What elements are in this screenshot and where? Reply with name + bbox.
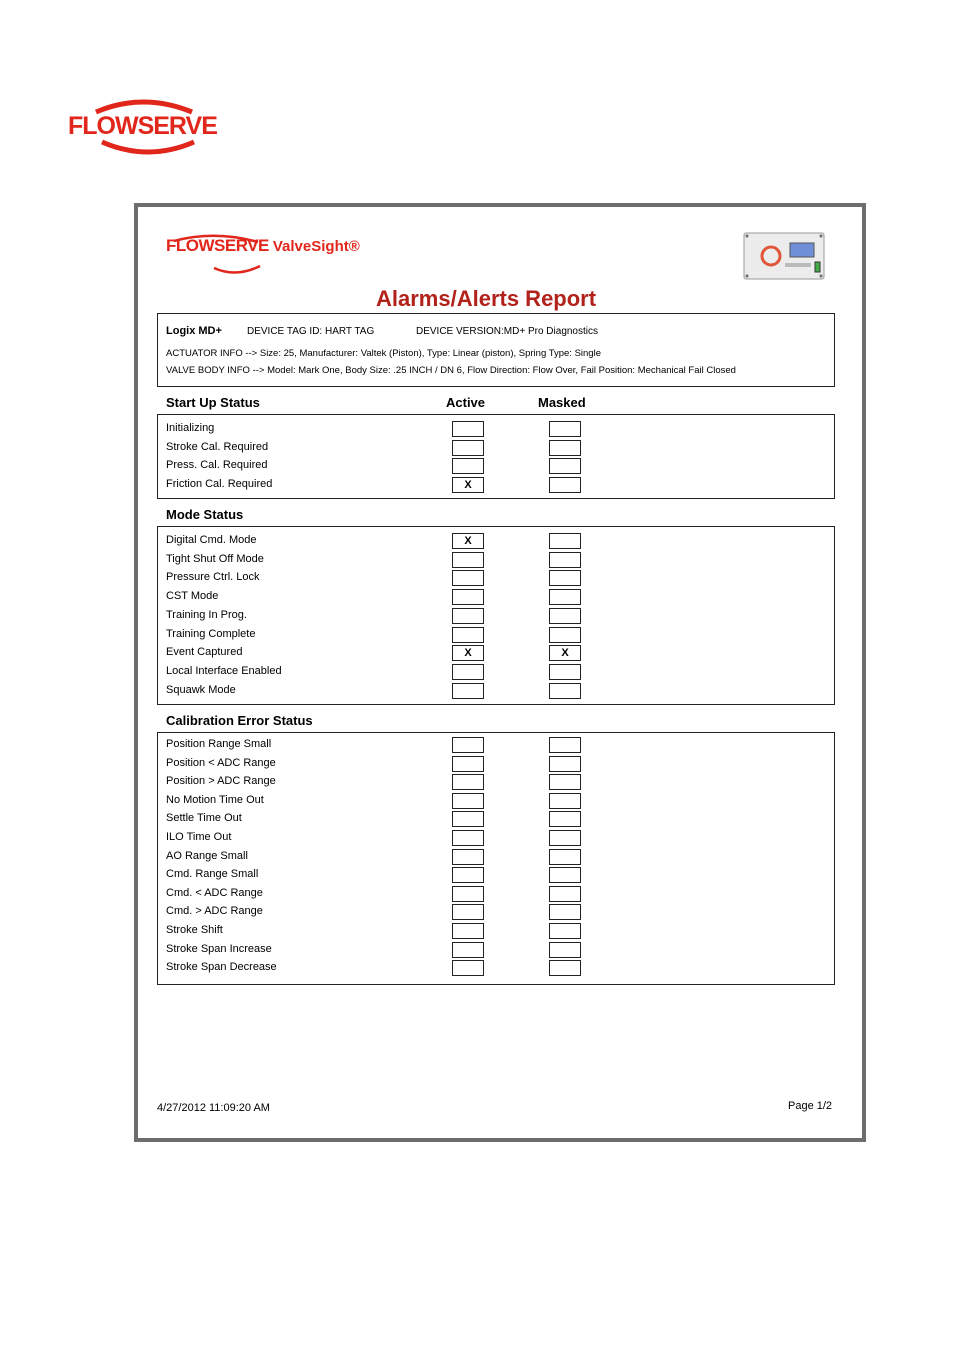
status-row-label: Initializing	[166, 422, 215, 434]
status-row-label: Stroke Shift	[166, 924, 223, 936]
masked-checkbox	[549, 830, 581, 846]
masked-checkbox	[549, 849, 581, 865]
active-checkbox	[452, 756, 484, 772]
active-checkbox	[452, 793, 484, 809]
active-checkbox	[452, 886, 484, 902]
status-row-label: Friction Cal. Required	[166, 478, 273, 491]
status-row-label: Cmd. > ADC Range	[166, 905, 263, 918]
masked-checkbox	[549, 477, 581, 493]
report-timestamp: 4/27/2012 11:09:20 AM	[157, 1102, 270, 1114]
device-tag: DEVICE TAG ID: HART TAG	[247, 326, 375, 337]
active-checkbox	[452, 904, 484, 920]
masked-checkbox	[549, 867, 581, 883]
status-row-label: Settle Time Out	[166, 812, 242, 825]
page-number: Page 1/2	[788, 1100, 833, 1112]
active-checkbox: X	[452, 477, 484, 493]
status-row-label: Stroke Span Decrease	[166, 961, 277, 974]
masked-checkbox	[549, 683, 581, 699]
active-checkbox	[452, 440, 484, 456]
status-row-label: Position < ADC Range	[166, 756, 276, 769]
masked-checkbox	[549, 811, 581, 827]
status-row-label: Pressure Ctrl. Lock	[166, 571, 260, 584]
masked-checkbox	[549, 570, 581, 586]
positioner-device-icon	[743, 232, 825, 280]
status-row-label: Digital Cmd. Mode	[166, 534, 257, 546]
status-row-label: AO Range Small	[166, 849, 248, 862]
device-model: Logix MD+	[166, 325, 222, 337]
active-checkbox: X	[452, 533, 484, 549]
status-row-label: Position > ADC Range	[166, 775, 276, 788]
logo-wordmark: FLOWSERVE	[68, 112, 217, 140]
active-checkbox	[452, 627, 484, 643]
status-row-label: Stroke Span Increase	[166, 942, 272, 955]
active-checkbox	[452, 774, 484, 790]
column-header-active: Active	[446, 395, 486, 410]
valve-body-info: VALVE BODY INFO --> Model: Mark One, Body Size: .25 INCH / DN 6, Flow Direction: Flow Over, Fail Position: Mechanical Fail Closed	[166, 365, 736, 376]
masked-checkbox	[549, 440, 581, 456]
active-checkbox	[452, 960, 484, 976]
status-row-label: Squawk Mode	[166, 683, 236, 696]
active-checkbox: X	[452, 645, 484, 661]
section-title-mode: Mode Status	[166, 507, 244, 522]
status-row-label: Event Captured	[166, 646, 243, 659]
active-checkbox	[452, 421, 484, 437]
masked-checkbox	[549, 886, 581, 902]
masked-checkbox	[549, 942, 581, 958]
status-row-label: Training Complete	[166, 627, 256, 640]
actuator-info: ACTUATOR INFO --> Size: 25, Manufacturer: Valtek (Piston), Type: Linear (piston), Spring Type: Single	[166, 348, 601, 359]
status-row-label: No Motion Time Out	[166, 793, 264, 806]
status-row-label: ILO Time Out	[166, 831, 232, 843]
valvesight-brand: FLOWSERVE	[166, 236, 269, 255]
flowserve-logo	[68, 98, 218, 156]
active-checkbox	[452, 811, 484, 827]
masked-checkbox	[549, 664, 581, 680]
masked-checkbox	[549, 923, 581, 939]
masked-checkbox	[549, 552, 581, 568]
masked-checkbox	[549, 774, 581, 790]
masked-checkbox	[549, 627, 581, 643]
active-checkbox	[452, 664, 484, 680]
active-checkbox	[452, 849, 484, 865]
active-checkbox	[452, 867, 484, 883]
status-row-label: Training In Prog.	[166, 608, 247, 621]
status-row-label: CST Mode	[166, 590, 219, 603]
active-checkbox	[452, 552, 484, 568]
section-mode-box	[157, 526, 835, 705]
masked-checkbox	[549, 737, 581, 753]
section-calibration-box	[157, 732, 835, 985]
masked-checkbox	[549, 533, 581, 549]
report-title: Alarms/Alerts Report	[376, 286, 597, 311]
active-checkbox	[452, 923, 484, 939]
masked-checkbox	[549, 589, 581, 605]
status-row-label: Cmd. Range Small	[166, 868, 259, 881]
active-checkbox	[452, 942, 484, 958]
status-row-label: Stroke Cal. Required	[166, 440, 269, 453]
status-row-label: Press. Cal. Required	[166, 459, 268, 472]
active-checkbox	[452, 737, 484, 753]
masked-checkbox	[549, 421, 581, 437]
masked-checkbox	[549, 904, 581, 920]
status-row-label: Cmd. < ADC Range	[166, 886, 263, 899]
masked-checkbox	[549, 756, 581, 772]
masked-checkbox	[549, 960, 581, 976]
status-row-label: Position Range Small	[166, 738, 272, 750]
status-row-label: Local Interface Enabled	[166, 664, 282, 677]
masked-checkbox: X	[549, 645, 581, 661]
section-title-calibration: Calibration Error Status	[166, 713, 313, 728]
valvesight-product: ValveSight®	[272, 238, 360, 255]
valvesight-swoosh-icon	[166, 234, 266, 276]
device-info-box	[157, 313, 835, 387]
active-checkbox	[452, 570, 484, 586]
section-startup-box	[157, 414, 835, 499]
active-checkbox	[452, 589, 484, 605]
column-header-masked: Masked	[538, 395, 586, 410]
active-checkbox	[452, 608, 484, 624]
status-row-label: Tight Shut Off Mode	[166, 552, 264, 565]
device-version: DEVICE VERSION:MD+ Pro Diagnostics	[416, 326, 598, 337]
section-title-startup: Start Up Status	[166, 395, 260, 410]
active-checkbox	[452, 683, 484, 699]
masked-checkbox	[549, 458, 581, 474]
masked-checkbox	[549, 608, 581, 624]
masked-checkbox	[549, 793, 581, 809]
active-checkbox	[452, 830, 484, 846]
active-checkbox	[452, 458, 484, 474]
